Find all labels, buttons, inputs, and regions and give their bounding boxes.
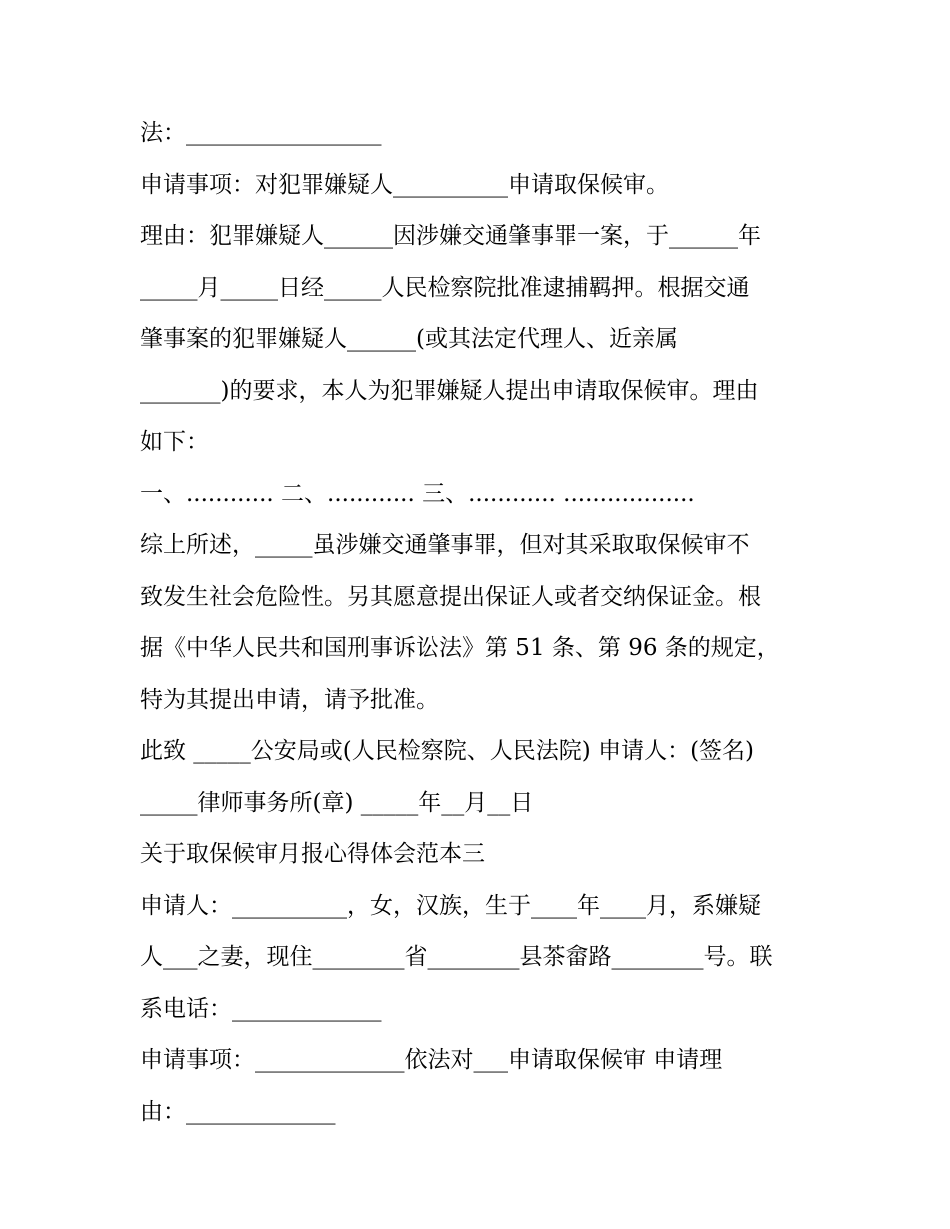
text-line-applicant-info: 申请人：__________，女，汉族，生于____年____月，系嫌疑 [140,892,761,919]
text-line-arrest-date: _____月_____日经_____人民检察院批准逮捕羁押。根据交通 [140,274,750,301]
text-line-address: 人___之妻，现住________省________县茶畲路________号。联 [140,944,773,970]
text-line-request: _______)的要求，本人为犯罪嫌疑人提出申请取保候审。理由 [140,377,759,404]
text-line-request-approval: 特为其提出申请，请予批准。 [140,686,439,713]
text-line-legal-basis: 据《中华人民共和国刑事诉讼法》第 51 条、第 96 条的规定， [140,635,780,661]
text-line-application-matter-2: 申请事项：_____________依法对___申请取保候审 申请理 [140,1047,723,1073]
text-line-guarantee: 致发生社会危险性。另其愿意提出保证人或者交纳保证金。根 [140,583,761,610]
text-line-as-follows: 如下： [140,429,209,455]
text-line-reason: 理由：犯罪嫌疑人______因涉嫌交通肇事罪一案，于______年 [140,223,761,249]
text-line-phone: 系电话：_____________ [140,995,382,1022]
text-line-suspect-relatives: 肇事案的犯罪嫌疑人______(或其法定代理人、近亲属 [140,326,678,352]
document-body [140,108,820,1138]
text-line-addressee-signature: 此致 _____公安局或(人民检察院、人民法院) 申请人：(签名) [140,738,755,764]
text-line-enumeration: 一、............ 二、............ 三、............ .................. [140,480,695,507]
text-line-summary: 综上所述，_____虽涉嫌交通肇事罪，但对其采取取保候审不 [140,532,750,558]
text-line-application-matter: 申请事项：对犯罪嫌疑人__________申请取保候审。 [140,171,669,198]
text-line-law-blank: 法：_________________ [140,120,382,146]
text-line-reason-blank: 由：_____________ [140,1098,336,1125]
text-line-law-firm-date: _____律师事务所(章) _____年__月__日 [140,789,534,816]
section-heading: 关于取保候审月报心得体会范本三 [140,841,485,867]
